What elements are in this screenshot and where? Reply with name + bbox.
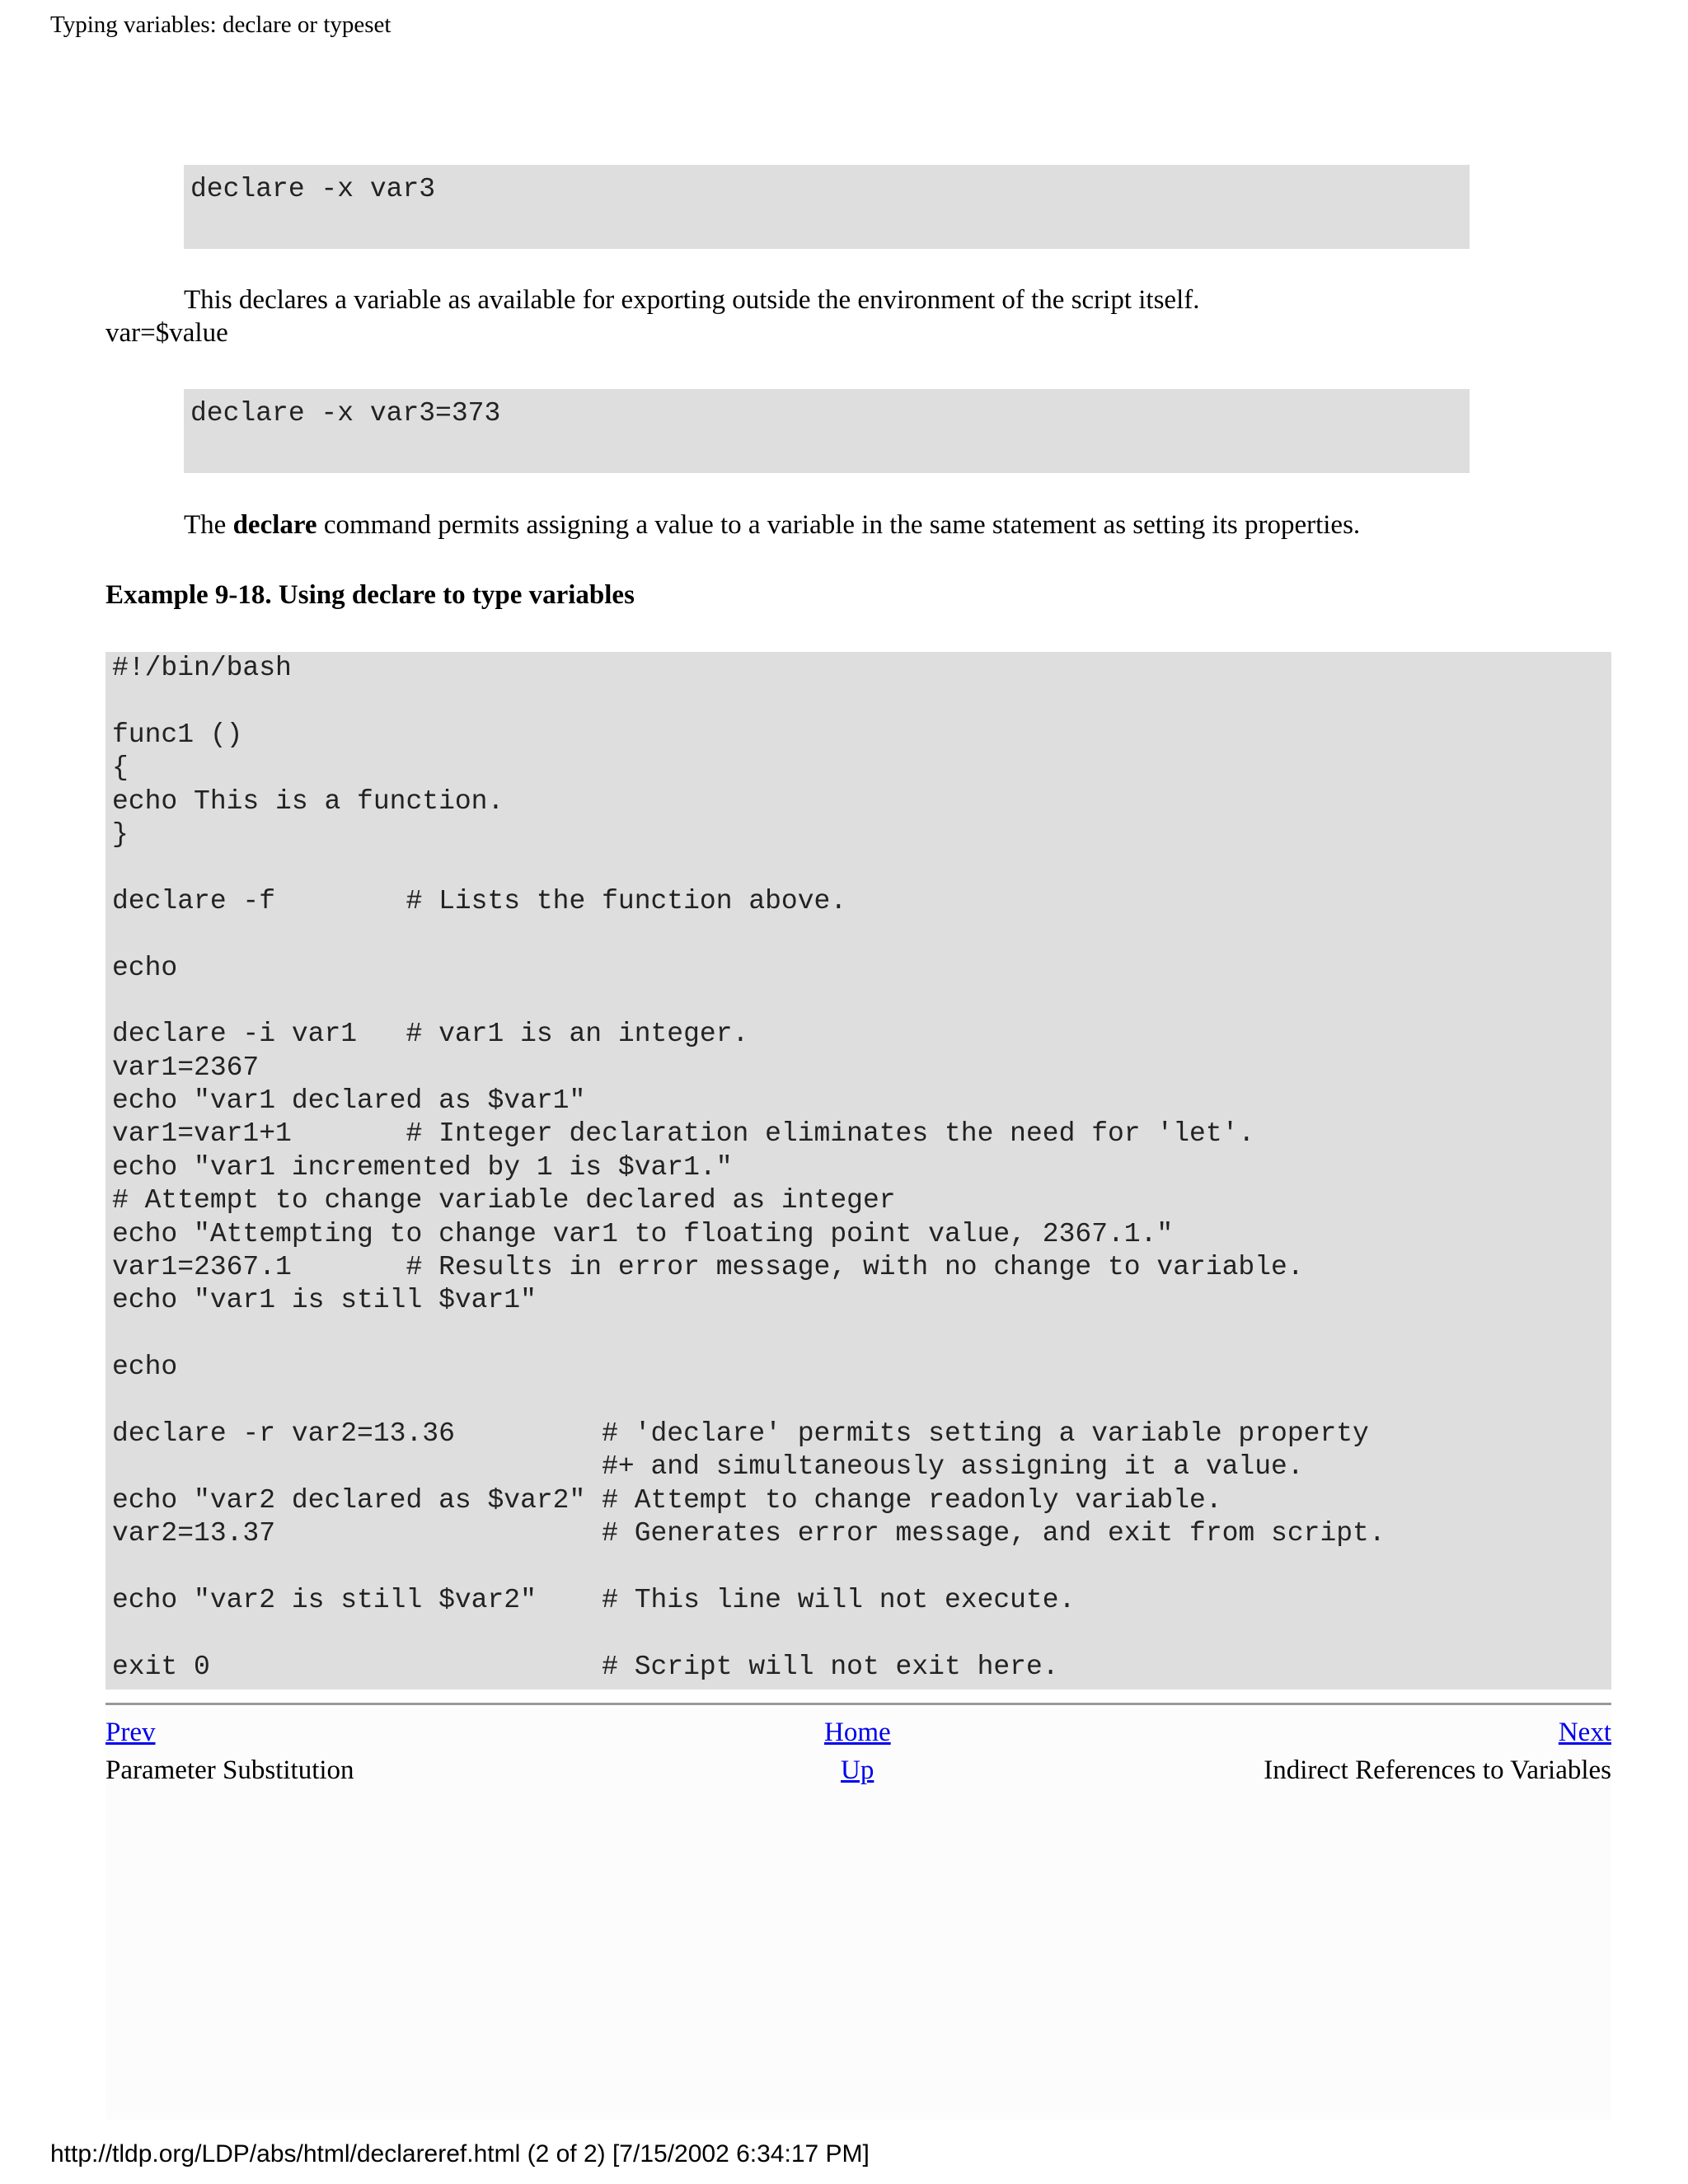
code-line xyxy=(112,1551,1605,1584)
code-line xyxy=(112,918,1605,951)
nav-divider xyxy=(106,1703,1611,1705)
code-line: echo "var1 declared as $var1" xyxy=(112,1085,586,1117)
next-link[interactable]: Next xyxy=(1558,1718,1611,1747)
code-block-declare-x: declare -x var3 xyxy=(184,165,1470,249)
code-line xyxy=(112,1318,1605,1351)
example-title: Example 9-18. Using declare to type variables xyxy=(106,580,635,610)
paragraph-text-before: The xyxy=(184,510,233,540)
code-line: declare -f # Lists the function above. xyxy=(112,885,847,916)
code-line xyxy=(112,1385,1605,1418)
prev-link[interactable]: Prev xyxy=(106,1718,156,1747)
prev-page-title: Parameter Substitution xyxy=(106,1755,354,1785)
code-line: echo xyxy=(112,1352,178,1383)
example-code-block xyxy=(106,652,1611,1690)
code-line: echo This is a function. xyxy=(112,785,504,817)
code-line: echo "Attempting to change var1 to floating point value, 2367.1." xyxy=(112,1218,1174,1249)
code-line xyxy=(112,851,1605,884)
code-line: echo "var1 is still $var1" xyxy=(112,1285,537,1316)
navigation-footer xyxy=(106,1708,1611,2120)
code-line: exit 0 # Script will not exit here. xyxy=(112,1651,1059,1682)
paragraph-text-after: command permits assigning a value to a variable in the same statement as setting its properties. xyxy=(316,510,1361,540)
code-line: { xyxy=(112,752,129,784)
code-line: declare -r var2=13.36 # 'declare' permits setting a variable property xyxy=(112,1418,1369,1449)
code-line: var1=var1+1 # Integer declaration eliminates the need for 'let'. xyxy=(112,1118,1255,1150)
declare-keyword: declare xyxy=(232,510,317,540)
home-link[interactable]: Home xyxy=(824,1718,891,1747)
up-link[interactable]: Up xyxy=(841,1755,874,1785)
code-block-declare-x-assign: declare -x var3=373 xyxy=(184,389,1470,473)
code-line: } xyxy=(112,818,129,850)
code-line: #!/bin/bash xyxy=(112,653,292,683)
code-line: echo xyxy=(112,952,178,983)
code-line: echo "var1 incremented by 1 is $var1." xyxy=(112,1151,733,1183)
paragraph-export-description: This declares a variable as available for exporting outside the environment of the script itself. xyxy=(184,285,1200,315)
page-footer-url: http://tldp.org/LDP/abs/html/declareref.html (2 of 2) [7/15/2002 6:34:17 PM] xyxy=(50,2140,870,2168)
code-line: declare -i var1 # var1 is an integer. xyxy=(112,1019,749,1050)
code-line xyxy=(112,1617,1605,1650)
code-line: #+ and simultaneously assigning it a value. xyxy=(112,1451,1304,1483)
code-line: func1 () xyxy=(112,719,243,750)
code-line: var2=13.37 # Generates error message, and exit from script. xyxy=(112,1518,1386,1549)
code-line: echo "var2 is still $var2" # This line will not execute. xyxy=(112,1584,1076,1615)
code-line: var1=2367.1 # Results in error message, with no change to variable. xyxy=(112,1252,1304,1283)
code-line: # Attempt to change variable declared as integer xyxy=(112,1185,896,1216)
term-var-value: var=$value xyxy=(106,318,228,348)
next-page-title: Indirect References to Variables xyxy=(1264,1755,1611,1785)
code-line: var1=2367 xyxy=(112,1052,260,1083)
code-line xyxy=(112,985,1605,1018)
code-line xyxy=(112,685,1605,718)
paragraph-declare-assign xyxy=(184,509,1360,541)
code-line: echo "var2 declared as $var2" # Attempt to change readonly variable. xyxy=(112,1484,1222,1516)
page-header: Typing variables: declare or typeset xyxy=(50,12,392,38)
